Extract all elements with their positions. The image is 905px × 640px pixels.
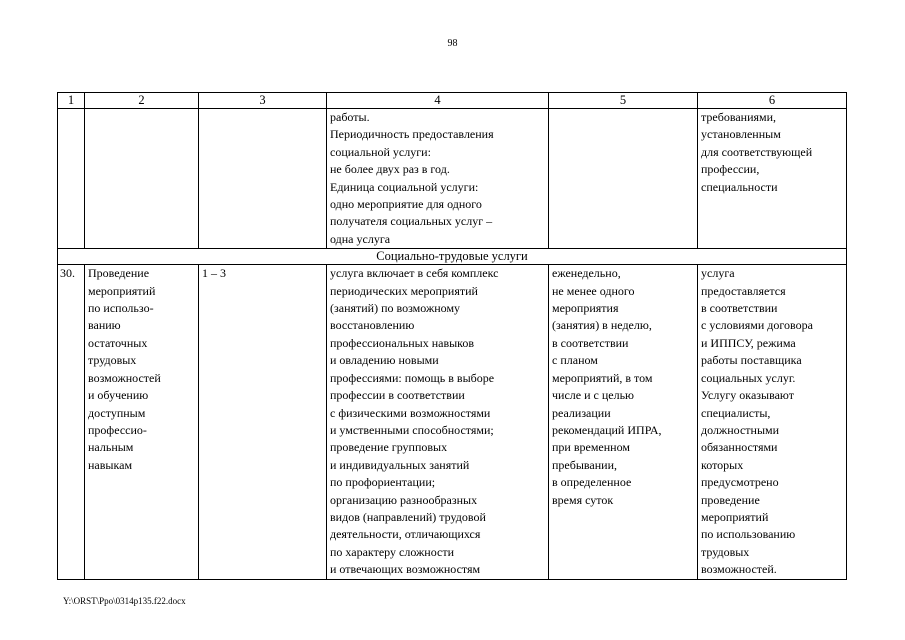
service-frequency: еженедельно, не менее одного мероприятия (занятия) в неделю, в соответствии с планом мероприятий, в том числе и с целью реализации рекомендаций ИПРА, при временном пребывании, в определенное время суток — [549, 265, 698, 579]
services-table — [57, 92, 847, 580]
continuation-row — [58, 109, 847, 249]
cont-cell-3 — [199, 109, 327, 249]
header-cell-1: 1 — [58, 93, 85, 109]
row-number: 30. — [58, 265, 85, 579]
cont-cell-conditions: требованиями, установленным для соответствующей профессии, специальности — [698, 109, 847, 249]
service-name: Проведение мероприятий по использо- ванию остаточных трудовых возможностей и обучению доступным профессио- нальным навыкам — [85, 265, 199, 579]
cont-cell-5 — [549, 109, 698, 249]
header-cell-2: 2 — [85, 93, 199, 109]
section-row — [58, 249, 847, 265]
header-cell-6: 6 — [698, 93, 847, 109]
page-number: 98 — [447, 38, 458, 49]
header-cell-4: 4 — [327, 93, 549, 109]
table-header-row — [58, 93, 847, 109]
section-title: Социально-трудовые услуги — [58, 249, 847, 265]
header-cell-3: 3 — [199, 93, 327, 109]
header-cell-5: 5 — [549, 93, 698, 109]
cont-cell-1 — [58, 109, 85, 249]
service-term: 1 – 3 — [199, 265, 327, 579]
cont-cell-2 — [85, 109, 199, 249]
cont-cell-description: работы. Периодичность предоставления социальной услуги: не более двух раз в год. Единица социальной услуги: одно мероприятие для одного получателя социальных услуг – одна услуга — [327, 109, 549, 249]
table-row-30 — [58, 265, 847, 579]
service-conditions: услуга предоставляется в соответствии с условиями договора и ИППСУ, режима работы поставщика социальных услуг. Услугу оказывают специалисты, должностными обязанностями которых предусмотрено проведение мероприятий по использованию трудовых возможностей. — [698, 265, 847, 579]
service-description: услуга включает в себя комплекс периодических мероприятий (занятий) по возможному восстановлению профессиональных навыков и овладению новыми профессиями: помощь в выборе профессии в соответствии с физическими возможностями и умственными способностями; проведение групповых и индивидуальных занятий по профориентации; организацию разнообразных видов (направлений) трудовой деятельности, отличающихся по характеру сложности и отвечающих возможностям — [327, 265, 549, 579]
footer-file-path: Y:\ORST\Ppo\0314p135.f22.docx — [63, 596, 186, 606]
